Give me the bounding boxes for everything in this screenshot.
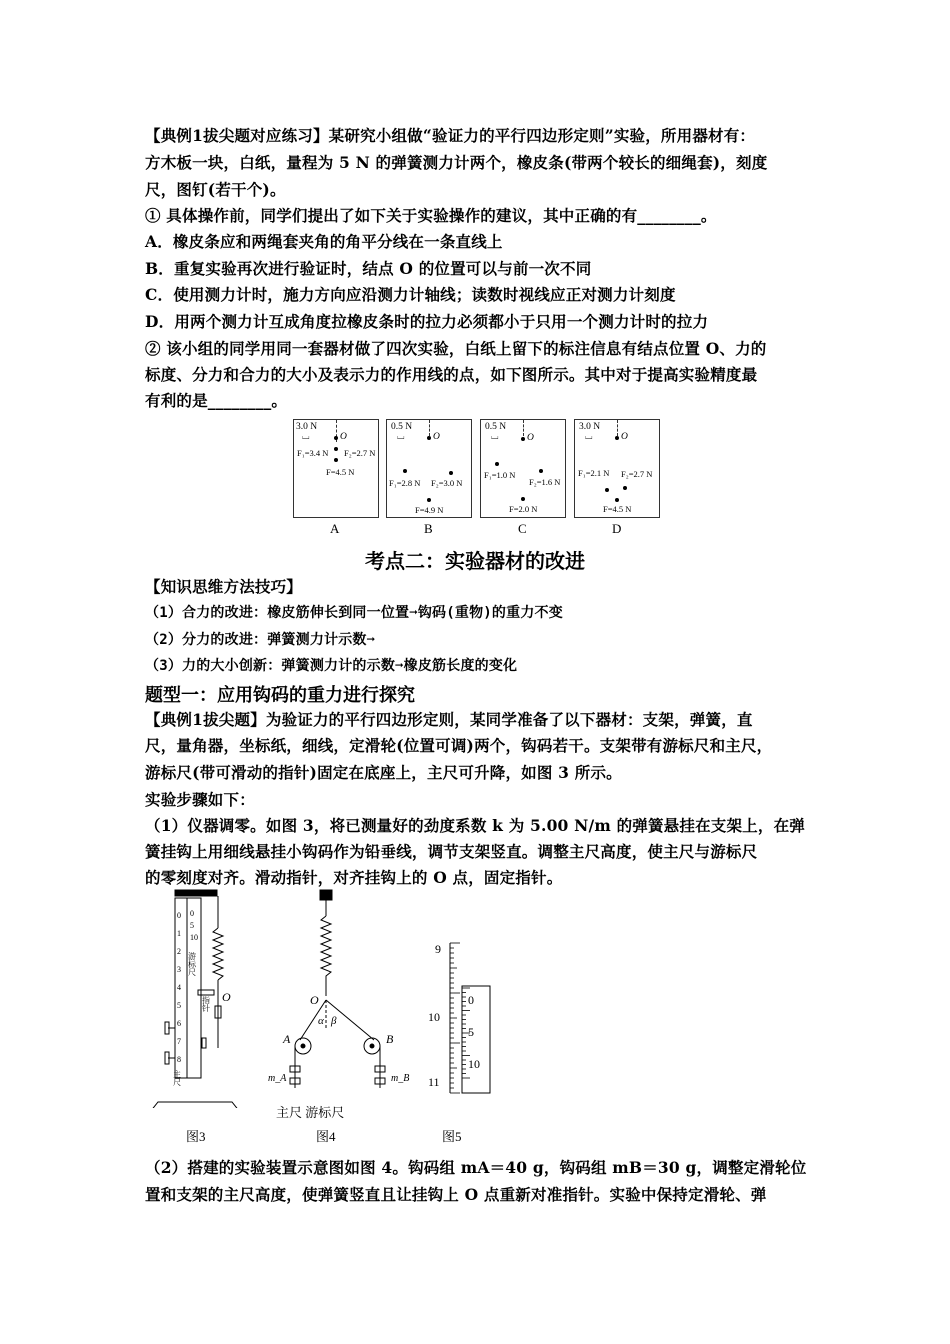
panel-a-label: A xyxy=(330,521,340,536)
vernier-tick-label: 5 xyxy=(468,1025,474,1039)
question-2-line3: 有利的是________。 xyxy=(145,391,288,410)
option-d: D．用两个测力计互成角度拉橡皮条时的拉力必须都小于只用一个测力计时的拉力 xyxy=(145,312,709,331)
question-2-line1: ② 该小组的同学用同一套器材做了四次实验，白纸上留下的标注信息有结点位置 O、力的 xyxy=(145,339,767,358)
scale-bar-icon: ⌴ xyxy=(491,432,499,442)
dot xyxy=(495,462,499,466)
p3-line1: （2）搭建的实验装置示意图如图 4。钩码组 mA＝40 g，钩码组 mB＝30 g，调整定滑轮位 xyxy=(145,1158,807,1177)
tick-label: 3 xyxy=(177,965,181,974)
alpha-label: α xyxy=(318,1015,324,1027)
pointer xyxy=(198,990,214,995)
point-o-label: O xyxy=(527,433,534,443)
question-type-title: 题型一：应用钩码的重力进行探究 xyxy=(145,685,415,706)
figure-3-caption: 图3 xyxy=(186,1129,206,1144)
vernier-tick: 5 xyxy=(190,921,194,930)
panel-d-scale: 3.0 N xyxy=(579,422,601,432)
spring xyxy=(213,928,223,980)
figure-3-ticks xyxy=(173,909,211,1087)
option-b: B．重复实验再次进行验证时，结点 O 的位置可以与前一次不同 xyxy=(145,259,592,278)
option-a: A．橡皮条应和两绳套夹角的角平分线在一条直线上 xyxy=(145,232,503,251)
panel-b-f: F=4.9 N xyxy=(415,505,444,515)
pulley-b-axle xyxy=(370,1044,374,1048)
mass-a-label: m_A xyxy=(268,1073,287,1084)
panel-a-scale: 3.0 N xyxy=(296,422,318,432)
main-tick-label: 9 xyxy=(435,942,441,956)
main-tick-label: 11 xyxy=(428,1075,440,1089)
mass-b-label: m_B xyxy=(391,1073,410,1084)
tick-label: 4 xyxy=(177,983,181,992)
dot xyxy=(615,436,619,440)
panel-a-f1: F₁=3.4 N xyxy=(297,448,329,458)
vernier-label: 游标尺 xyxy=(187,952,197,976)
p2-line6: 簧挂钩上用细线悬挂小钩码作为铅垂线，调节支架竖直。调整主尺高度，使主尺与游标尺 xyxy=(145,842,758,861)
fig4-point-o: O xyxy=(310,993,319,1007)
point-o-label: O xyxy=(340,432,347,442)
panel-d-label: D xyxy=(612,521,622,536)
stand-base xyxy=(150,1102,240,1108)
panel-b xyxy=(386,419,472,518)
dot xyxy=(334,436,338,440)
p3-line2: 置和支架的主尺高度，使弹簧竖直且让挂钩上 O 点重新对准指针。实验中保持定滑轮、弹 xyxy=(145,1185,767,1204)
panel-c-f: F=2.0 N xyxy=(509,504,538,514)
tip-1: （1）合力的改进：橡皮筋伸长到同一位置➞钩码(重物)的重力不变 xyxy=(145,605,563,621)
p2-line4: 实验步骤如下： xyxy=(145,790,255,809)
dot xyxy=(605,488,609,492)
main-ruler-label: 主尺 xyxy=(172,1070,182,1086)
dashed-line xyxy=(617,420,618,436)
tick-label: 0 xyxy=(177,911,181,920)
dot xyxy=(334,458,338,462)
p2-line3: 游标尺(带可滑动的指针)固定在底座上，主尺可升降，如图 3 所示。 xyxy=(145,763,622,782)
panel-b-scale: 0.5 N xyxy=(391,422,413,432)
panel-a xyxy=(293,419,379,518)
dashed-line xyxy=(429,420,430,436)
point-a-label: A xyxy=(283,1032,291,1046)
panel-c-f2: F₂=1.6 N xyxy=(529,477,561,487)
dot xyxy=(427,436,431,440)
p1-line2: 方木板一块，白纸，量程为 5 N 的弹簧测力计两个，橡皮条(带两个较长的细绳套)，刻度 xyxy=(145,153,768,172)
section-title: 考点二：实验器材的改进 xyxy=(365,549,585,573)
dot xyxy=(521,497,525,501)
point-o-label: O xyxy=(621,432,628,442)
stand-top-bar xyxy=(175,890,217,896)
scale-bar-icon: ⌴ xyxy=(585,432,593,442)
tick-label: 5 xyxy=(177,1001,181,1010)
vernier-tick: 10 xyxy=(190,933,198,942)
tick-label: 6 xyxy=(177,1019,181,1028)
panel-b-label: B xyxy=(424,521,433,536)
tick-label: 2 xyxy=(177,947,181,956)
panel-d-f: F=4.5 N xyxy=(603,504,632,514)
dot xyxy=(403,469,407,473)
point-o-label: O xyxy=(433,432,440,442)
vernier-tick-label: 10 xyxy=(468,1057,480,1071)
figure-5-labels xyxy=(428,942,480,1089)
panel-d xyxy=(574,419,660,518)
vernier-tick: 0 xyxy=(190,909,194,918)
fig3-point-o: O xyxy=(222,990,231,1004)
vernier-scale xyxy=(462,986,490,1093)
p2-line2: 尺，量角器，坐标纸，细线，定滑轮(位置可调)两个，钩码若干。支架带有游标尺和主尺， xyxy=(145,736,773,755)
dot xyxy=(615,498,619,502)
p2-line7: 的零刻度对齐。滑动指针，对齐挂钩上的 O 点，固定指针。 xyxy=(145,868,563,887)
p2-line1: 【典例1拔尖题】为验证力的平行四边形定则，某同学准备了以下器材：支架，弹簧，直 xyxy=(145,710,753,729)
dashed-line xyxy=(523,420,524,436)
panel-c-scale: 0.5 N xyxy=(485,422,507,432)
pulley-a-axle xyxy=(301,1044,305,1048)
figure-4 xyxy=(290,890,385,1088)
option-c: C．使用测力计时，施力方向应沿测力计轴线；读数时视线应正对测力计刻度 xyxy=(145,285,676,304)
panel-b-f1: F₁=2.8 N xyxy=(389,478,421,488)
figure-5-caption: 图5 xyxy=(442,1129,462,1144)
scale-bar-icon: ⌴ xyxy=(397,432,405,442)
dot xyxy=(449,471,453,475)
pointer-label: 指针 xyxy=(201,996,211,1012)
point-b-label: B xyxy=(386,1032,394,1046)
figure-5-bottom-labels: 主尺 游标尺 xyxy=(276,1105,345,1120)
figure-5-ticks xyxy=(450,943,470,1093)
panel-b-f2: F₂=3.0 N xyxy=(431,478,463,488)
apparatus-figures xyxy=(140,888,510,1108)
dot xyxy=(334,447,338,451)
vernier-tick-label: 0 xyxy=(468,993,474,1007)
figure-4-caption: 图4 xyxy=(316,1129,336,1144)
p1-line3: 尺，图钉(若干个)。 xyxy=(145,180,286,199)
spring xyxy=(321,916,331,996)
tips-title: 【知识思维方法技巧】 xyxy=(145,577,303,596)
tip-3: （3）力的大小创新：弹簧测力计的示数➞橡皮筋长度的变化 xyxy=(145,658,518,674)
panel-c xyxy=(480,419,566,518)
question-2-line2: 标度、分力和合力的大小及表示力的作用线的点，如下图所示。其中对于提高实验精度最 xyxy=(145,365,758,384)
panel-d-f1: F₁=2.1 N xyxy=(578,468,610,478)
beta-label: β xyxy=(331,1015,337,1027)
dot xyxy=(521,437,525,441)
scale-bar-icon: ⌴ xyxy=(302,432,310,442)
tick-label: 7 xyxy=(177,1037,181,1046)
panel-d-f2: F₂=2.7 N xyxy=(621,469,653,479)
tip-2: （2）分力的改进：弹簧测力计示数➞ xyxy=(145,632,376,648)
question-1: ① 具体操作前，同学们提出了如下关于实验操作的建议，其中正确的有________。 xyxy=(145,206,717,225)
dot xyxy=(539,469,543,473)
clamp-knob xyxy=(202,1038,206,1048)
dot xyxy=(623,486,627,490)
spring-mount xyxy=(320,890,332,900)
dot xyxy=(427,498,431,502)
tick-label: 1 xyxy=(177,929,181,938)
p2-line5: （1）仪器调零。如图 3，将已测量好的劲度系数 k 为 5.00 N/m 的弹簧悬挂在支架上，在弹 xyxy=(145,816,805,835)
panel-a-f: F=4.5 N xyxy=(326,467,355,477)
panel-c-label: C xyxy=(518,521,527,536)
panel-c-f1: F₁=1.0 N xyxy=(484,470,516,480)
tick-label: 8 xyxy=(177,1055,181,1064)
panel-a-f2: F₂=2.7 N xyxy=(344,448,376,458)
main-tick-label: 10 xyxy=(428,1010,440,1024)
p1-line1: 【典例1拔尖题对应练习】某研究小组做“验证力的平行四边形定则”实验，所用器材有： xyxy=(145,126,756,145)
